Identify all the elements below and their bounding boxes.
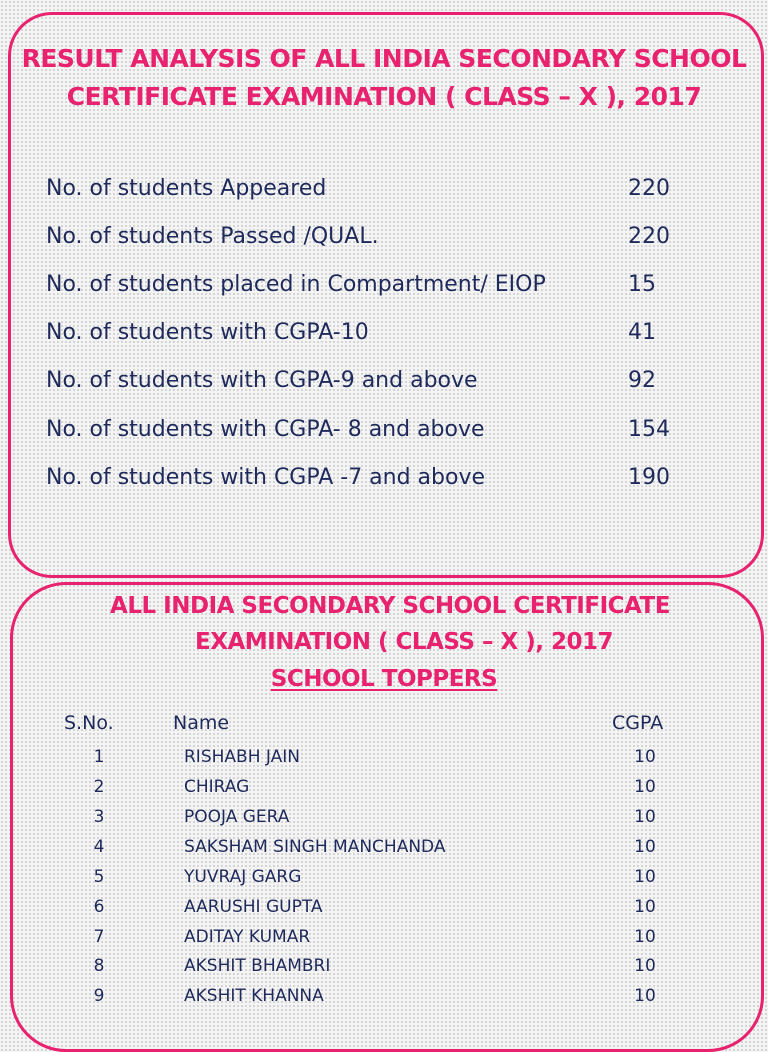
table-row <box>0 807 768 837</box>
table-row <box>0 867 768 897</box>
table-row <box>0 956 768 986</box>
row-cgpa: 10 <box>634 777 656 797</box>
stat-row-cgpa-10 <box>46 320 706 360</box>
row-cgpa: 10 <box>634 927 656 947</box>
stat-row-cgpa-8 <box>46 417 706 457</box>
stat-label: No. of students with CGPA-10 <box>46 320 369 345</box>
table-row <box>0 747 768 777</box>
row-sno: 7 <box>93 927 105 947</box>
stat-label: No. of students placed in Compartment/ EIOP <box>46 272 546 297</box>
row-sno: 9 <box>93 986 105 1006</box>
toppers-title-line2: EXAMINATION ( CLASS – X ), 2017 <box>195 629 613 655</box>
row-sno: 8 <box>93 956 105 976</box>
result-analysis-title-line2: CERTIFICATE EXAMINATION ( CLASS – X ), 2017 <box>66 82 702 111</box>
stat-row-passed <box>46 224 706 264</box>
table-row <box>0 777 768 807</box>
column-header-name: Name <box>173 712 230 734</box>
stat-value: 220 <box>628 176 670 201</box>
row-sno: 5 <box>93 867 105 887</box>
stat-value: 154 <box>628 417 670 442</box>
row-cgpa: 10 <box>634 837 656 857</box>
row-name: AKSHIT BHAMBRI <box>184 956 331 976</box>
column-header-cgpa: CGPA <box>612 712 664 734</box>
row-cgpa: 10 <box>634 897 656 917</box>
row-cgpa: 10 <box>634 747 656 767</box>
stat-row-cgpa-7 <box>46 465 706 505</box>
stat-value: 15 <box>628 272 656 297</box>
row-name: RISHABH JAIN <box>184 747 300 767</box>
table-row <box>0 986 768 1016</box>
table-row <box>0 837 768 867</box>
row-name: AARUSHI GUPTA <box>184 897 323 917</box>
row-sno: 1 <box>93 747 105 767</box>
column-header-sno: S.No. <box>64 712 114 734</box>
stat-label: No. of students with CGPA-9 and above <box>46 368 478 393</box>
row-sno: 3 <box>93 807 105 827</box>
table-row <box>0 927 768 957</box>
stat-row-appeared <box>46 176 706 216</box>
row-sno: 2 <box>93 777 105 797</box>
stat-label: No. of students with CGPA -7 and above <box>46 465 486 490</box>
stat-value: 220 <box>628 224 670 249</box>
stat-value: 41 <box>628 320 656 345</box>
row-name: SAKSHAM SINGH MANCHANDA <box>184 837 446 857</box>
toppers-heading: SCHOOL TOPPERS <box>270 666 498 692</box>
result-analysis-title-line1: RESULT ANALYSIS OF ALL INDIA SECONDARY SCHOOL <box>21 44 747 73</box>
stat-row-cgpa-9 <box>46 368 706 408</box>
stat-label: No. of students Appeared <box>46 176 327 201</box>
stat-label: No. of students Passed /QUAL. <box>46 224 379 249</box>
row-cgpa: 10 <box>634 986 656 1006</box>
toppers-title-line1: ALL INDIA SECONDARY SCHOOL CERTIFICATE <box>110 593 670 619</box>
stat-value: 190 <box>628 465 670 490</box>
row-name: CHIRAG <box>184 777 250 797</box>
table-row <box>0 897 768 927</box>
row-name: ADITAY KUMAR <box>184 927 311 947</box>
row-cgpa: 10 <box>634 867 656 887</box>
row-name: AKSHIT KHANNA <box>184 986 324 1006</box>
row-sno: 6 <box>93 897 105 917</box>
row-sno: 4 <box>93 837 105 857</box>
stat-value: 92 <box>628 368 656 393</box>
stat-label: No. of students with CGPA- 8 and above <box>46 417 485 442</box>
row-cgpa: 10 <box>634 956 656 976</box>
row-cgpa: 10 <box>634 807 656 827</box>
row-name: POOJA GERA <box>184 807 290 827</box>
stat-row-compartment <box>46 272 706 312</box>
row-name: YUVRAJ GARG <box>184 867 302 887</box>
